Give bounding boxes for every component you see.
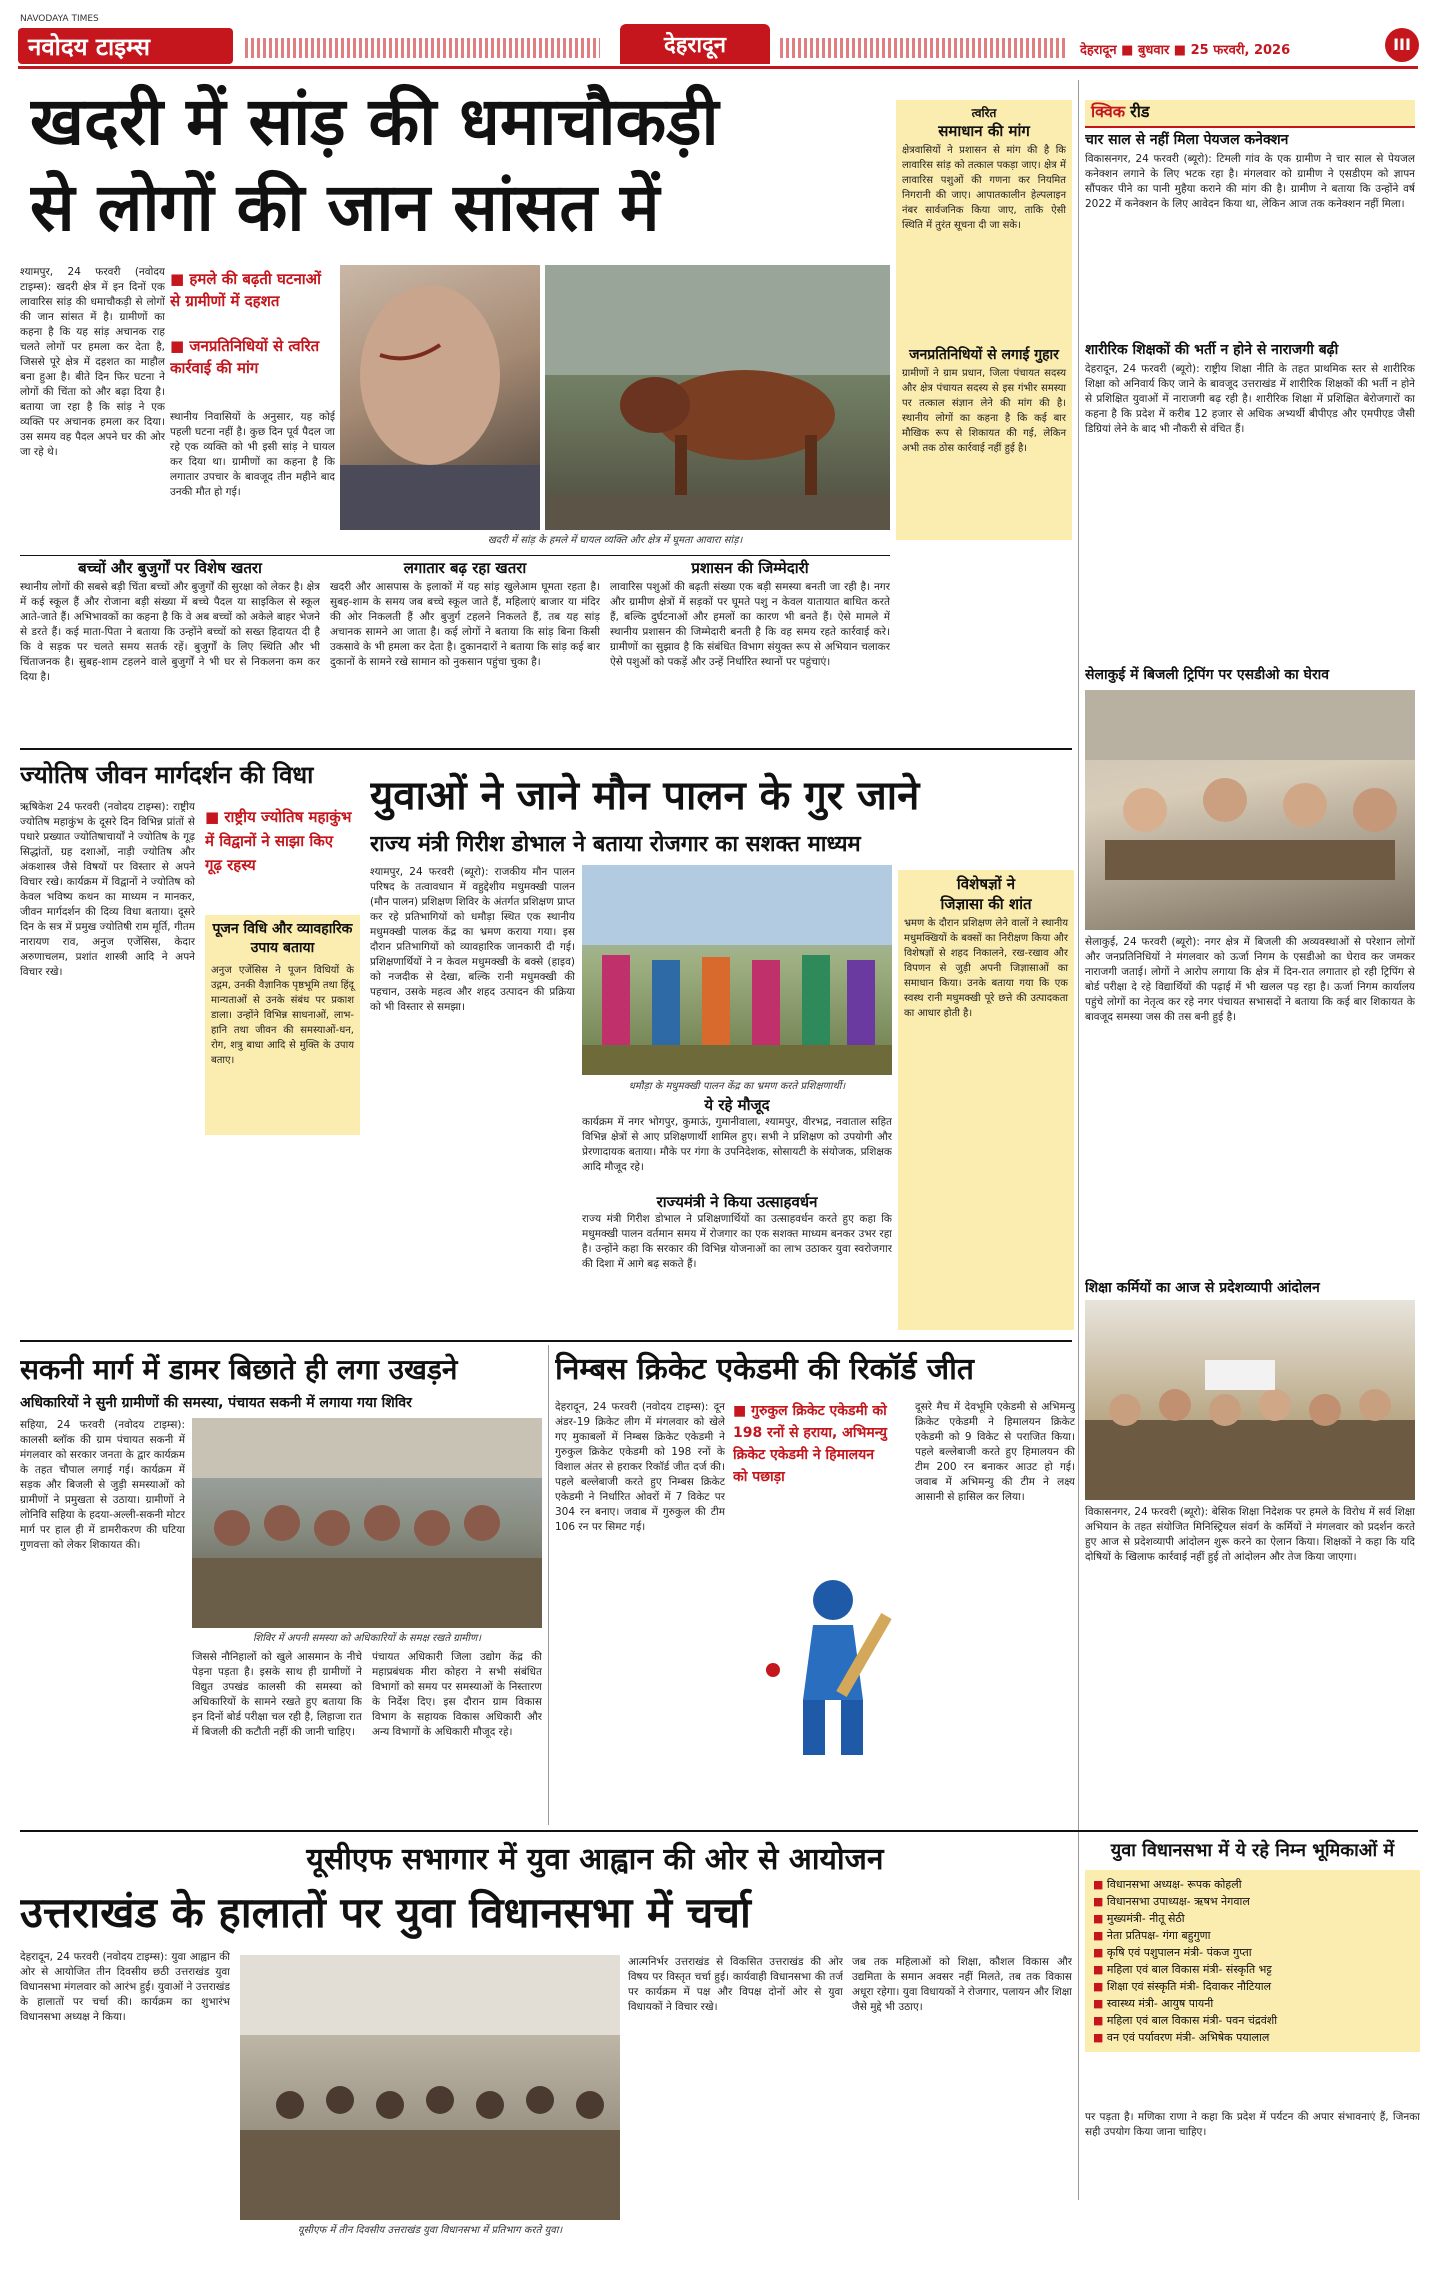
cricket-body: देहरादून, 24 फरवरी (नवोदय टाइम्स): दून अंडर-19 क्रिकेट लीग में मंगलवार को खेले गए मुकाबलों में निम्बस क्रिकेट एकेडमी ने गुरुकुल क्रिकेट एकेडमी को 198 रनों के विशाल अंतर से हराकर रिकॉर्ड जीत दर्ज की। पहले बल्लेबाजी करते हुए निम्बस क्रिकेट एकेडमी ने निर्धारित ओवरों में 7 विकेट पर 304 रन बनाए। जवाब में गुरुकुल की टीम 106 रन पर सिमट गई।	[555, 1401, 725, 1533]
sakni-photo-caption: शिविर में अपनी समस्या को अधिकारियों के समक्ष रखते ग्रामीण।	[252, 1633, 482, 1644]
masthead-rule	[18, 66, 1418, 69]
quick-story-4-body: विकासनगर, 24 फरवरी (ब्यूरो): बेसिक शिक्षा निदेशक पर हमले के विरोध में सर्व शिक्षा अभियान के तहत संयोजित मिनिस्ट्रियल संवर्ग के कर्मियों ने मंगलवार को प्रदर्शन करते हुए आज से प्रदेशव्यापी आंदोलन शुरू करने का ऐलान किया। शिक्षकों ने कहा कि यदि दोषियों के खिलाफ कार्रवाई नहीं हुई तो आंदोलन और तेज किया जाएगा।	[1085, 1506, 1415, 1563]
lead-photo-injured	[340, 265, 540, 530]
ucf-body-col4: पर पड़ता है। मणिका राणा ने कहा कि प्रदेश में पर्यटन की अपार संभावनाएं हैं, जिनका सही उपयोग किया जाना चाहिए।	[1085, 2111, 1420, 2138]
experts-box-body: भ्रमण के दौरान प्रशिक्षण लेने वालों ने स्थानीय मधुमक्खियों के बक्सों का निरीक्षण किया और विशेषज्ञों से शहद निकालने, रख-रखाव और विपणन से जुड़ी अपनी जिज्ञासाओं का समाधान किया। उनके बताया गया कि एक स्वस्थ रानी मधुमक्खी पूरे छत्ते की उत्पादकता का आधार होती है।	[904, 918, 1068, 1019]
experts-box	[898, 870, 1074, 1330]
sakni-photo	[192, 1418, 542, 1628]
batsman-icon	[733, 1570, 913, 1760]
youth-subheadline: राज्य मंत्री गिरीश डोभाल ने बताया रोजगार का सशक्त माध्यम	[370, 832, 861, 857]
role-item: ■ विधानसभा उपाध्यक्ष- ऋषभ नेगवाल	[1093, 1893, 1412, 1910]
role-item: ■ मुख्यमंत्री- नीतू सेठी	[1093, 1910, 1412, 1927]
present-body: कार्यक्रम में नगर भोगपुर, कुमाऊं, गुमानीवाला, श्यामपुर, वीरभद्र, नवाताल सहित विभिन्न क्षेत्रों से आए प्रशिक्षणार्थी शामिल हुए। सभी ने प्रशिक्षण को उपयोगी और प्रेरणादायक बताया। मौके पर गंगा के उपनिदेशक, सोसायटी के संयोजक, प्रशिक्षक आदि मौजूद रहे।	[582, 1116, 892, 1173]
jyotish-headline: ज्योतिष जीवन मार्गदर्शन की विधा	[20, 761, 314, 789]
solution-box	[896, 100, 1072, 540]
protest-image	[1085, 1300, 1415, 1500]
role-item: ■ विधानसभा अध्यक्ष- रूपक कोहली	[1093, 1876, 1412, 1893]
experts-box-title-1: विशेषज्ञों ने	[956, 875, 1016, 893]
masthead-ornament	[245, 38, 600, 58]
lead-body-col2: स्थानीय निवासियों के अनुसार, यह कोई पहली घटना नहीं है। कुछ दिन पूर्व पैदल जा रहे एक व्यक्ति को भी इसी सांड़ ने घायल कर दिया था। ग्रामीणों का कहना है कि लगातार उपचार के बावजूद तीन महीने बाद उनकी मौत हो गई।	[170, 411, 335, 498]
logo-small-text: NAVODAYA TIMES	[20, 14, 99, 24]
sub-story-2-body: खदरी और आसपास के इलाकों में यह सांड़ खुलेआम घूमता रहता है। सुबह-शाम के समय जब बच्चे स्कूल जाते हैं, महिलाएं बाजार या मंदिर की ओर निकलती हैं और बुजुर्ग टहलने निकलते हैं, तब यह सांड़ अचानक सामने आ जाता है। कई लोगों ने बताया कि सांड़ बिना किसी उकसावे के भी हमला कर देता है। दुकानदारों ने बताया कि सांड़ कई बार दुकानों के सामने रखे सामान को नुकसान पहुंचा चुका है।	[330, 581, 600, 668]
bull-image	[545, 265, 890, 530]
role-item: ■ नेता प्रतिपक्ष- गंगा बहुगुणा	[1093, 1927, 1412, 1944]
section-rule-2	[20, 1340, 1072, 1342]
assembly-hall-image	[240, 1955, 620, 2220]
lead-body-col1: श्यामपुर, 24 फरवरी (नवोदय टाइम्स): खदरी क्षेत्र में इन दिनों एक लावारिस सांड़ की धमाचौकड़ी से लोगों की जान सांसत में है। ग्रामीणों का कहना है कि यह सांड़ अचानक राह चलते लोगों पर हमला कर देता है, जिससे पूरे क्षेत्र में दहशत का माहौल बना हुआ है। बीते दिन फिर घटना ने लोगों की चिंता को और बढ़ा दिया है। बताया जा रहा है कि सांड़ ने एक व्यक्ति पर अचानक हमला कर दिया। उस समय वह पैदल अपने घर की ओर जा रहे थे।	[20, 266, 165, 458]
present-title: ये रहे मौजूद	[704, 1096, 770, 1114]
youth-photo-caption: धमौड़ा के मधुमक्खी पालन केंद्र का भ्रमण करते प्रशिक्षणार्थी।	[628, 1081, 846, 1092]
puja-box-body: अनुज एजेंसिस ने पूजन विधियों के उद्गम, उनकी वैज्ञानिक पृष्ठभूमि तथा हिंदू मान्यताओं से उनके संबंध पर प्रकाश डाला। उन्होंने विभिन्न साधनाओं, लाभ-हानि तथा जीवन की समस्याओं-धन, रोग, शत्रु बाधा आदि से मुक्ति के उपाय बताए।	[211, 965, 354, 1066]
role-item: ■ शिक्षा एवं संस्कृति मंत्री- दिवाकर नौटियाल	[1093, 1978, 1412, 1995]
cricket-side-title: ■ गुरुकुल क्रिकेट एकेडमी को 198 रनों से हराया, अभिमन्यु क्रिकेट एकेडमी ने हिमालयन को पछाड़ा	[733, 1400, 893, 1488]
sub-story-1-title: बच्चों और बुजुर्गों पर विशेष खतरा	[78, 559, 262, 577]
quick-story-3-body: सेलाकुई, 24 फरवरी (ब्यूरो): नगर क्षेत्र में बिजली की अव्यवस्थाओं से परेशान लोगों और जनप्रतिनिधियों ने मंगलवार को ऊर्जा निगम के एसडीओ का घेराव कर जमकर नाराजगी जताई। लोगों ने आरोप लगाया कि क्षेत्र में दिन-रात लगातार हो रही ट्रिपिंग से बोर्ड परीक्षा दे रहे विद्यार्थियों की पढ़ाई में भी खलल पड़ रहा है। ऊर्जा निगम कार्यालय पहुंचे लोगों का नेतृत्व कर रहे नगर पंचायत सभासदों ने बताया कि कई बार शिकायत के बावजूद समस्या जस की तस बनी हुई है।	[1085, 936, 1415, 1023]
role-item: ■ कृषि एवं पशुपालन मंत्री- पंकज गुप्ता	[1093, 1944, 1412, 1961]
jyotish-body: ऋषिकेश 24 फरवरी (नवोदय टाइम्स): राष्ट्रीय ज्योतिष महाकुंभ के दूसरे दिन विभिन्न प्रांतों से पधारे प्रख्यात ज्योतिषाचार्यों ने ज्योतिष के गूढ़ सिद्धांतों, ग्रह दशाओं, नाड़ी ज्योतिष और अंकशास्त्र जैसे विषयों पर विस्तार से अपने विचार रखे। कार्यक्रम में विद्वानों ने ज्योतिष को केवल भविष्य कथन का माध्यम न मानकर, जीवन मार्गदर्शन की दिव्य विधा बताया। दूसरे दिन के सत्र में प्रमुख ज्योतिषी राम मूर्ति, गीतम नारायण राव, अनुज एजेंसिस, केदार अरुणाचलम, प्रशांत शास्त्री आदि ने अपने विचार रखे।	[20, 801, 195, 978]
right-column-divider	[1078, 80, 1079, 2200]
roles-list	[1085, 1870, 1420, 2052]
sub-story-3-title: प्रशासन की जिम्मेदारी	[691, 559, 809, 577]
sakni-body-col3: पंचायत अधिकारी जिला उद्योग केंद्र की महाप्रबंधक मीरा कोहरा ने सभी संबंधित विभागों को समय पर समस्याओं के निस्तारण के निर्देश दिए। इस दौरान ग्राम विकास विभाग के सहायक विकास अधिकारी और अन्य विभागों के अधिकारी मौजूद रहे।	[372, 1651, 542, 1738]
role-item: ■ महिला एवं बाल विकास मंत्री- संस्कृति भट्ट	[1093, 1961, 1412, 1978]
representatives-title: जनप्रतिनिधियों से लगाई गुहार	[909, 347, 1059, 363]
roles-items	[1093, 1876, 1412, 2046]
lead-highlight-2: ■ जनप्रतिनिधियों से त्वरित कार्रवाई की मांग	[170, 335, 335, 379]
masthead-logo[interactable]	[18, 28, 233, 64]
quick-story-2-body: देहरादून, 24 फरवरी (ब्यूरो): राष्ट्रीय शिक्षा नीति के तहत प्राथमिक स्तर से शारीरिक शिक्षा को अनिवार्य किए जाने के बावजूद उत्तराखंड में शारीरिक शिक्षकों की भर्ती न होने से प्रशिक्षित युवाओं में नाराजगी बढ़ रही है। शारीरिक शिक्षा में प्रशिक्षित बेरोजगारों का कहना है कि प्रदेश में करीब 12 हजार से अधिक अभ्यर्थी बीपीएड और एमपीएड जैसी डिग्रियां लेने के बाद भी नौकरी से वंचित हैं।	[1085, 363, 1415, 435]
solution-title: समाधान की मांग	[938, 122, 1030, 140]
lead-highlight-1: ■ हमले की बढ़ती घटनाओं से ग्रामीणों में दहशत	[170, 268, 335, 312]
quick-story-1-title: चार साल से नहीं मिला पेयजल कनेक्शन	[1085, 132, 1289, 148]
ucf-photo-caption: यूसीएफ में तीन दिवसीय उत्तराखंड युवा विधानसभा में प्रतिभाग करते युवा।	[297, 2225, 563, 2236]
ucf-body-col2: आत्मनिर्भर उत्तराखंड से विकसित उत्तराखंड की ओर विषय पर विस्तृत चर्चा हुई। कार्यवाही विधानसभा की तर्ज पर कार्यक्रम में पक्ष और विपक्ष दोनों ओर से युवा विधायकों ने विचार रखे।	[628, 1956, 843, 2013]
section-rule-3	[20, 1830, 1418, 1832]
quick-story-4-photo	[1085, 1300, 1415, 1500]
role-item: ■ स्वास्थ्य मंत्री- आयुष पायनी	[1093, 1995, 1412, 2012]
youth-body: श्यामपुर, 24 फरवरी (ब्यूरो): राजकीय मौन पालन परिषद के तत्वावधान में वहुद्देशीय मधुमक्खी पालन (मौन पालन) प्रशिक्षण शिविर के अंतर्गत प्रशिक्षण प्राप्त कर रहे प्रतिभागियों को धमौड़ा स्थित एक स्थानीय मधुमक्खी पालक केंद्र का भ्रमण कराया गया। इस दौरान प्रतिभागियों को व्यावहारिक जानकारी दी गई। प्रशिक्षणार्थियों ने न केवल मधुमक्खी के बक्से (हाइव) को नजदीक से देखा, बल्कि रानी मधुमक्खी की पहचान, उसके महत्व और शहद उत्पादन की प्रक्रिया को भी विस्तार से समझा।	[370, 866, 575, 1013]
role-item: ■ महिला एवं बाल विकास मंत्री- पवन चंद्रवंशी	[1093, 2012, 1412, 2029]
role-item: ■ वन एवं पर्यावरण मंत्री- अभिषेक पयालाल	[1093, 2029, 1412, 2046]
quick-story-2-title: शारीरिक शिक्षकों की भर्ती न होने से नाराजगी बढ़ी	[1085, 342, 1339, 358]
youth-photo	[582, 865, 892, 1075]
roles-title: युवा विधानसभा में ये रहे निम्न भूमिकाओं में	[1110, 1840, 1395, 1861]
ucf-photo	[240, 1955, 620, 2220]
minister-body: राज्य मंत्री गिरीश डोभाल ने प्रशिक्षणार्थियों का उत्साहवर्धन करते हुए कहा कि मधुमक्खी पालन वर्तमान समय में रोजगार का एक सशक्त माध्यम बनकर उभर रहा है। उन्होंने कहा कि सरकार की विभिन्न योजनाओं का लाभ उठाकर युवा स्वरोजगार की दिशा में आगे बढ़ सकते हैं।	[582, 1213, 892, 1270]
sakni-body-col2: जिससे नौनिहालों को खुले आसमान के नीचे पेड़ना पड़ता है। इसके साथ ही ग्रामीणों ने विद्युत उपखंड कालसी की समस्या को अधिकारियों के सामने रखते हुए बताया कि इन दिनों बोर्ड परीक्षा चल रही है, लिहाजा रात में बिजली की कटौती नहीं की जानी चाहिए।	[192, 1651, 362, 1738]
solution-kicker: त्वरित	[971, 106, 997, 120]
quick-read-label-1: क्विक	[1091, 102, 1126, 121]
jyotish-side-title: ■ राष्ट्रीय ज्योतिष महाकुंभ में विद्वानों ने साझा किए गूढ़ रहस्य	[205, 805, 355, 877]
quick-story-3-title: सेलाकुई में बिजली ट्रिपिंग पर एसडीओ का घेराव	[1085, 667, 1330, 683]
sub-story-1-body: स्थानीय लोगों की सबसे बड़ी चिंता बच्चों और बुजुर्गों की सुरक्षा को लेकर है। क्षेत्र में कई स्कूल हैं और रोजाना बड़ी संख्या में बच्चे पैदल या साइकिल से स्कूल आते-जाते हैं। अभिभावकों का कहना है कि वे अब बच्चों को अकेले बाहर भेजने से डरते हैं। कई माता-पिता ने बताया कि उन्होंने बच्चों को सख्त हिदायत दी है कि वे सड़क पर चलते समय सतर्क रहें। बुजुर्गों के लिए स्थिति और भी चिंताजनक है। सुबह-शाम टहलने वाले बुजुर्गों ने भी घर से निकलना कम कर दिया है।	[20, 581, 320, 683]
village-camp-image	[192, 1418, 542, 1628]
sakni-body: सहिया, 24 फरवरी (नवोदय टाइम्स): कालसी ब्लॉक की ग्राम पंचायत सकनी में मंगलवार को सरकार जनता के द्वार कार्यक्रम के तहत चौपाल लगाई गई। कार्यक्रम में सड़क और बिजली से जुड़ी समस्याओं को ग्रामीणों ने प्रमुखता से उठाया। ग्रामीणों ने लोनिवि सहिया के हदया-अल्ली-सकनी मोटर मार्ग पर हाल ही में डामरीकरण की घटिया गुणवत्ता को लेकर शिकायत की।	[20, 1419, 185, 1551]
sakni-subheadline: अधिकारियों ने सुनी ग्रामीणों की समस्या, पंचायत सकनी में लगाया गया शिविर	[20, 1395, 412, 1411]
minister-title: राज्यमंत्री ने किया उत्साहवर्धन	[656, 1193, 818, 1211]
edition-label: देहरादून	[664, 33, 726, 58]
section-rule-1	[20, 748, 1072, 750]
masthead-ornament-2	[780, 38, 1065, 58]
injured-person-image	[340, 265, 540, 530]
quick-story-4-title: शिक्षा कर्मियों का आज से प्रदेशव्यापी आंदोलन	[1085, 1280, 1320, 1296]
ucf-body: देहरादून, 24 फरवरी (नवोदय टाइम्स): युवा आह्वान की ओर से आयोजित तीन दिवसीय छठी उत्तराखंड युवा विधानसभा मंगलवार को आरंभ हुई। युवाओं ने उत्तराखंड के हालातों पर चर्चा की। कार्यक्रम का शुभारंभ विधानसभा अध्यक्ष ने किया।	[20, 1951, 230, 2023]
solution-body: क्षेत्रवासियों ने प्रशासन से मांग की है कि लावारिस सांड़ को तत्काल पकड़ा जाए। क्षेत्र में लावारिस पशुओं की गणना कर नियमित निगरानी की जाए। आपातकालीन हेल्पलाइन नंबर सार्वजनिक किया जाए, ताकि ऐसी स्थिति में तुरंत सूचना दी जा सके।	[902, 145, 1066, 231]
lead-photo-caption: खदरी में सांड़ के हमले में घायल व्यक्ति और क्षेत्र में घूमता आवारा सांड़।	[487, 535, 743, 546]
lead-photo-bull	[545, 265, 890, 530]
sub-story-2-title: लगातार बढ़ रहा खतरा	[403, 559, 527, 577]
sakni-headline: सकनी मार्ग में डामर बिछाते ही लगा उखड़ने	[20, 1353, 458, 1386]
representatives-body: ग्रामीणों ने ग्राम प्रधान, जिला पंचायत सदस्य और क्षेत्र पंचायत सदस्य से इस गंभीर समस्या पर तत्काल संज्ञान लेने की मांग की है। स्थानीय लोगों का कहना है कि कई बार मौखिक रूप से शिकायत की गई, लेकिन अभी तक ठोस कार्रवाई नहीं हुई है।	[902, 368, 1066, 454]
masthead	[0, 0, 1429, 66]
quick-story-1-body: विकासनगर, 24 फरवरी (ब्यूरो): टिमली गांव के एक ग्रामीण ने चार साल से पेयजल कनेक्शन लगाने के लिए भटक रहा है। मंगलवार को ग्रामीण ने एसडीएम को ज्ञापन सौंपकर पीने का पानी मुहैया कराने की मांग की है। ग्रामीण ने बताया कि उन्होंने वर्ष 2022 में कनेक्शन के लिए आवेदन किया था, लेकिन आज तक कनेक्शन नहीं मिला।	[1085, 153, 1415, 210]
roles-box	[1085, 1838, 1420, 2098]
quick-read-label	[1085, 100, 1415, 128]
cricket-divider	[548, 1345, 549, 1825]
cricket-headline: निम्बस क्रिकेट एकेडमी की रिकॉर्ड जीत	[555, 1352, 975, 1387]
edition-tab[interactable]	[620, 24, 770, 64]
dateline: देहरादून ■ बुधवार ■ 25 फरवरी, 2026	[1080, 43, 1291, 58]
ucf-body-col3: जब तक महिलाओं को शिक्षा, कौशल विकास और उद्यमिता के समान अवसर नहीं मिलते, तब तक विकास अधूरा रहेगा। युवा विधायकों ने रोजगार, पलायन और शिक्षा जैसे मुद्दे भी उठाए।	[852, 1956, 1072, 2013]
youth-headline: युवाओं ने जाने मौन पालन के गुर जाने	[370, 773, 920, 819]
cricketer-graphic	[733, 1570, 913, 1760]
logo-text: नवोदय टाइम्स	[28, 33, 151, 61]
quick-read-label-2: रीड	[1130, 102, 1150, 121]
puja-box-title: पूजन विधि और व्यावहारिक उपाय बताया	[212, 921, 353, 956]
puja-box	[205, 915, 360, 1135]
lead-headline-2: से लोगों की जान सांसत में	[30, 169, 660, 246]
quick-story-3-photo	[1085, 690, 1415, 930]
ucf-headline-2: उत्तराखंड के हालातों पर युवा विधानसभा में चर्चा	[20, 1888, 751, 1937]
ucf-headline-1: यूसीएफ सभागार में युवा आह्वान की ओर से आयोजन	[306, 1842, 884, 1877]
sub-story-3-body: लावारिस पशुओं की बढ़ती संख्या एक बड़ी समस्या बनती जा रही है। नगर और ग्रामीण क्षेत्रों में सड़कों पर घूमते पशु न केवल यातायात बाधित करते हैं, बल्कि दुर्घटनाओं और हमलों का कारण भी बनते हैं। ऐसे मामले में स्थानीय प्रशासन की जिम्मेदारी बनती है कि वह समय रहते कार्रवाई करे। ग्रामीणों का सुझाव है कि संबंधित विभाग संयुक्त रूप से अभियान चलाकर ऐसे पशुओं को पकड़ें और उन्हें निर्धारित स्थानों पर पहुंचाएं।	[610, 581, 890, 668]
lead-sub-rule	[20, 555, 890, 556]
page-number: III	[1385, 28, 1419, 62]
sdo-gherao-image	[1085, 690, 1415, 930]
lead-headline-1: खदरी में सांड़ की धमाचौकड़ी	[30, 83, 719, 160]
cricket-body-col3: दूसरे मैच में देवभूमि एकेडमी से अभिमन्यु क्रिकेट एकेडमी ने हिमालयन क्रिकेट एकेडमी को 9 विकेट से पराजित किया। पहले बल्लेबाजी करते हुए हिमालयन की टीम 200 रन बनाकर आउट हो गई। जवाब में अभिमन्यु की टीम ने लक्ष्य आसानी से हासिल कर लिया।	[915, 1401, 1075, 1503]
beekeeping-group-image	[582, 865, 892, 1075]
experts-box-title-2: जिज्ञासा की शांत	[940, 895, 1032, 913]
